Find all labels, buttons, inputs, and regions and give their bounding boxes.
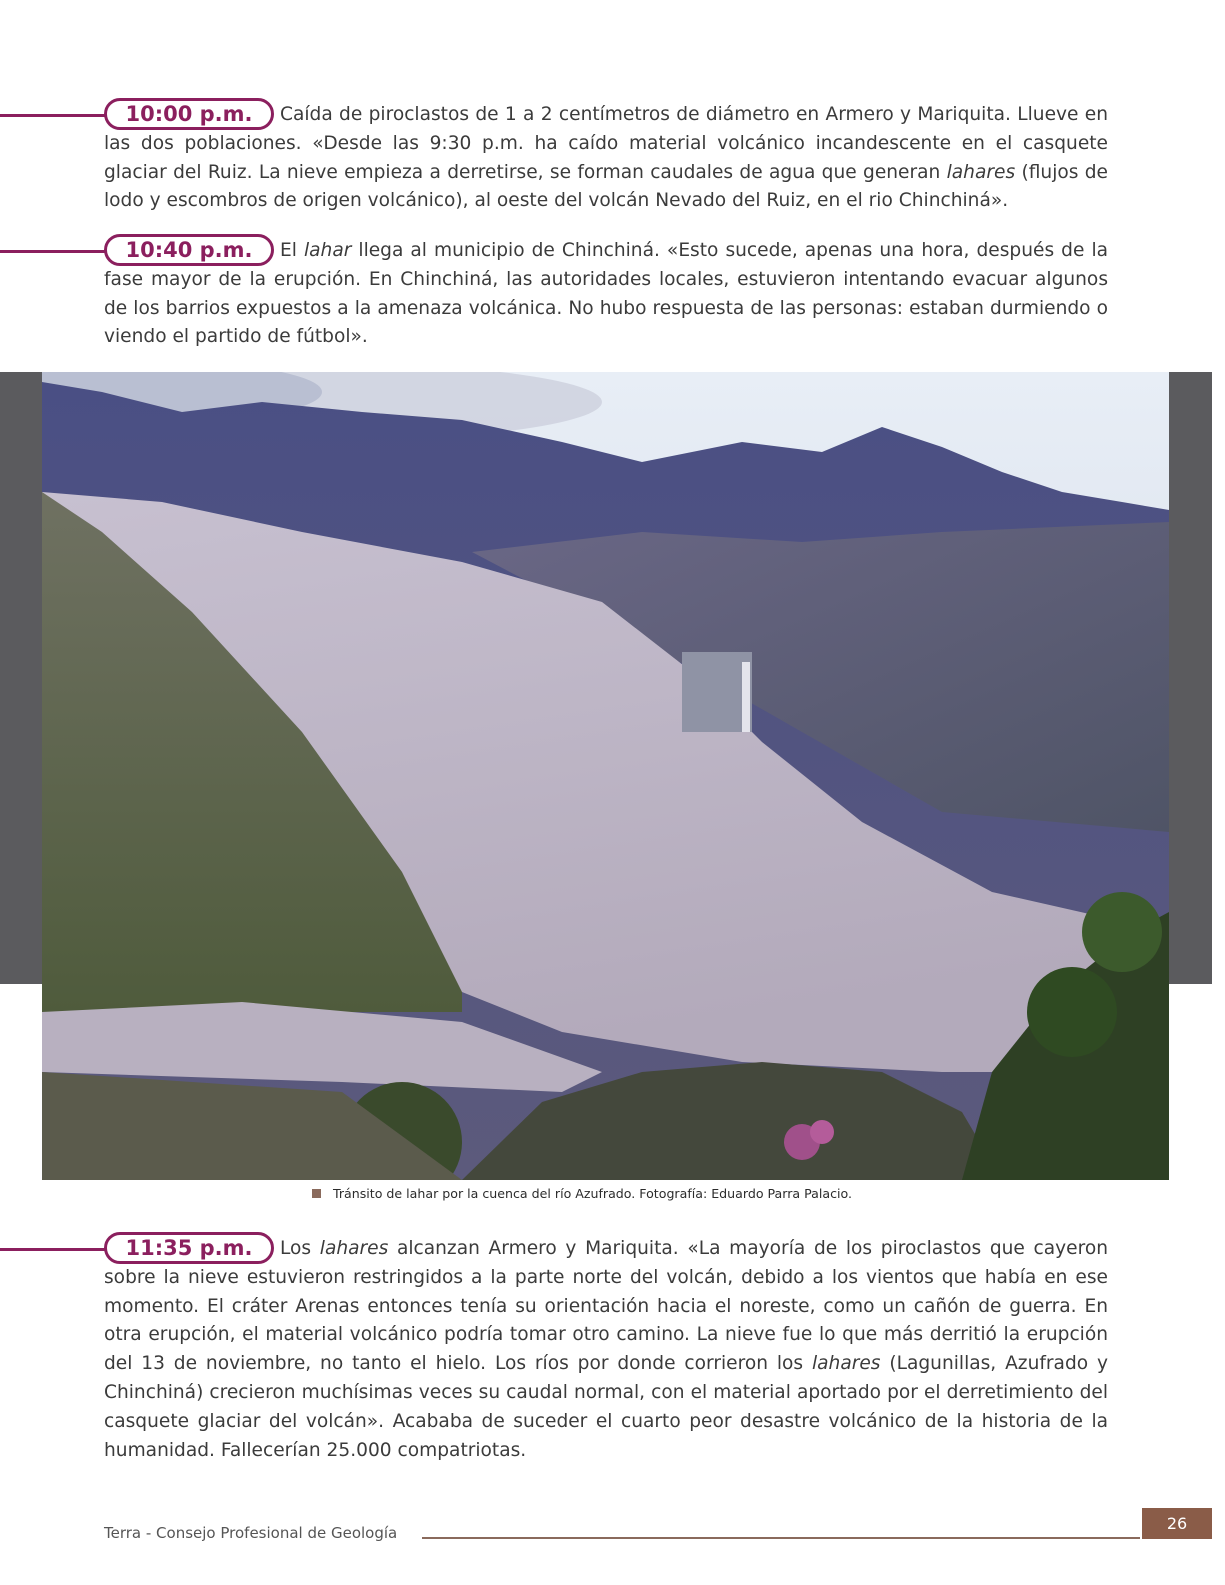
entry-text: Los lahares alcanzan Armero y Mariquita. «La mayoría de los piroclastos que cayeron sobre la nieve estuvieron restringidos a la parte norte del volcán, debido a los vientos que había en ese momento. El cráter Arenas entonces tenía su orientación hacia el noreste, como un cañón de guerra. En otra erupción, el material volcánico podría tomar otro camino. La nieve fue lo que más derritió la erupción del 13 de noviembre, no tanto el hielo. Los ríos por donde corrieron los lahares (Lagunillas, Azufrado y Chinchiná) crecieron muchísimas veces su caudal normal, con el material aportado por el derretimiento del casquete glaciar del volcán». Acababa de suceder el cuarto peor desastre volcánico de la historia de la humanidad. Fallecerían 25.000 compatriotas.: [104, 1238, 1108, 1461]
footer-publication: Terra - Consejo Profesional de Geología: [104, 1524, 398, 1542]
entry-text: El lahar llega al municipio de Chinchiná. «Esto sucede, apenas una hora, después de la fase mayor de la erupción. En Chinchiná, las autoridades locales, estuvieron intentando evacuar algunos de los barrios expuestos a la amenaza volcánica. No hubo respuesta de las personas: estaban durmiendo o viendo el partido de fútbol».: [104, 240, 1109, 348]
timeline-connector: [0, 1248, 108, 1251]
entry-text: Caída de piroclastos de 1 a 2 centímetros de diámetro en Armero y Mariquita. Llueve en las dos poblaciones. «Desde las 9:30 p.m. ha caído material volcánico incandescente en el casquete glaciar del Ruiz. La nieve empieza a derretirse, se forman caudales de agua que generan lahares (flujos de lodo y escombros de origen volcánico), al oeste del volcán Nevado del Ruiz, en el rio Chinchiná».: [104, 104, 1108, 212]
caption-text: Tránsito de lahar por la cuenca del río Azufrado. Fotografía: Eduardo Parra Palacio.: [333, 1186, 853, 1201]
timeline-connector: [0, 114, 108, 117]
footer-rule: [422, 1537, 1140, 1539]
time-badge: 10:00 p.m.: [104, 98, 274, 130]
timeline-connector: [0, 250, 108, 253]
lahar-photo: [42, 372, 1169, 1180]
caption-bullet-icon: [312, 1189, 321, 1198]
time-badge: 11:35 p.m.: [104, 1232, 274, 1264]
page-number: 26: [1142, 1508, 1212, 1539]
time-badge: 10:40 p.m.: [104, 234, 274, 266]
photo-caption: [312, 1186, 1112, 1201]
